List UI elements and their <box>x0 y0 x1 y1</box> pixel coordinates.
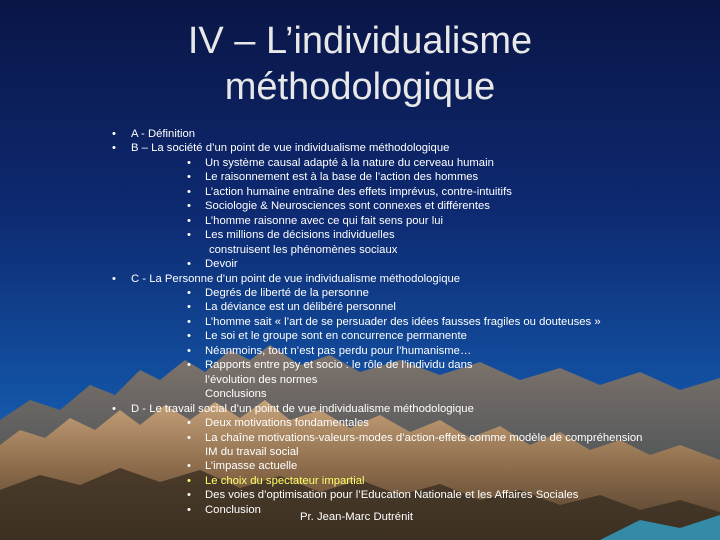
bullet-icon: • <box>112 402 116 415</box>
list-item <box>112 286 702 300</box>
section-b-label: B – La société d’un point de vue individualisme méthodologique <box>131 142 450 155</box>
list-item-label: Conclusions <box>205 388 267 401</box>
list-item-label: Le soi et le groupe sont en concurrence permanente <box>205 330 467 343</box>
list-item-label: Deux motivations fondamentales <box>205 417 369 430</box>
bullet-icon: • <box>187 503 191 516</box>
bullet-icon: • <box>112 142 116 155</box>
list-item-continuation <box>112 445 702 459</box>
list-item <box>112 228 702 242</box>
list-item-label: Un système causal adapté à la nature du cerveau humain <box>205 156 494 169</box>
list-item-label: Degrés de liberté de la personne <box>205 286 369 299</box>
list-item <box>112 344 702 358</box>
list-item-label: Néanmoins, tout n’est pas perdu pour l’humanisme… <box>205 344 472 357</box>
bullet-icon: • <box>187 171 191 184</box>
list-item-label: L’homme sait « l’art de se persuader des idées fausses fragiles ou douteuses » <box>205 315 601 328</box>
bullet-icon: • <box>187 229 191 242</box>
section-c-label: C - La Personne d’un point de vue individualisme méthodologique <box>131 272 461 285</box>
section-a-label: A - Définition <box>131 128 196 140</box>
list-item <box>112 488 702 502</box>
title-line-2: méthodologique <box>224 66 496 108</box>
list-item-continuation <box>112 387 702 401</box>
list-item-label: Sociologie & Neurosciences sont connexes et différentes <box>205 200 490 213</box>
bullet-icon: • <box>187 431 191 444</box>
list-item-label: L’homme raisonne avec ce qui fait sens pour lui <box>205 214 443 227</box>
bullet-icon: • <box>187 185 191 198</box>
list-item-label: L’impasse actuelle <box>205 460 298 473</box>
list-item-label: l’évolution des normes <box>205 373 318 386</box>
list-item <box>112 459 702 473</box>
section-d-label: D - Le travail social d’un point de vue individualisme méthodologique <box>131 402 474 415</box>
bullet-icon: • <box>187 286 191 299</box>
section-d <box>112 402 702 416</box>
bullet-icon: • <box>187 417 191 430</box>
list-item <box>112 185 702 199</box>
bullet-icon: • <box>112 272 116 285</box>
list-item <box>112 431 702 445</box>
bullet-icon: • <box>187 301 191 314</box>
list-item-label: construisent les phénomènes sociaux <box>209 243 398 256</box>
section-c <box>112 272 702 286</box>
list-item <box>112 214 702 228</box>
bullet-icon: • <box>187 344 191 357</box>
list-item-continuation <box>112 373 702 387</box>
list-item <box>112 315 702 329</box>
title-line-1: IV – L’individualisme <box>187 20 533 62</box>
list-item <box>112 358 702 372</box>
bullet-icon: • <box>187 156 191 169</box>
list-item <box>112 156 702 170</box>
list-item <box>112 199 702 213</box>
list-item-highlighted <box>112 474 702 488</box>
list-item <box>112 329 702 343</box>
bullet-icon: • <box>187 258 191 271</box>
list-item <box>112 300 702 314</box>
list-item-label: Devoir <box>205 258 238 271</box>
list-item <box>112 170 702 184</box>
bullet-icon: • <box>187 200 191 213</box>
list-item-label: La déviance est un délibéré personnel <box>205 301 396 314</box>
bullet-icon: • <box>187 359 191 372</box>
list-item <box>112 416 702 430</box>
bullet-icon: • <box>187 474 191 487</box>
bullet-icon: • <box>187 489 191 502</box>
list-item-label: Des voies d’optimisation pour l’Education Nationale et les Affaires Sociales <box>205 489 579 502</box>
list-item-label: IM du travail social <box>205 445 299 458</box>
bullet-icon: • <box>187 330 191 343</box>
list-item-label: L’action humaine entraîne des effets imprévus, contre-intuitifs <box>205 185 512 198</box>
list-item-label: La chaîne motivations-valeurs-modes d’action-effets comme modèle de compréhension <box>205 431 643 444</box>
section-b <box>112 141 702 155</box>
slide-title <box>0 18 720 110</box>
slide-footer-author: Pr. Jean-Marc Dutrénit <box>300 511 414 523</box>
outline-list <box>112 127 702 517</box>
list-item <box>112 257 702 271</box>
bullet-icon: • <box>112 128 116 140</box>
list-item-label: Conclusion <box>205 503 261 516</box>
bullet-icon: • <box>187 460 191 473</box>
bullet-icon: • <box>187 315 191 328</box>
list-item-label: Le raisonnement est à la base de l’action des hommes <box>205 171 479 184</box>
section-a <box>112 127 702 141</box>
bullet-icon: • <box>187 214 191 227</box>
list-item-continuation <box>112 243 702 257</box>
list-item-label: Le choix du spectateur impartial <box>205 474 365 487</box>
list-item-label: Les millions de décisions individuelles <box>205 229 395 242</box>
list-item-label: Rapports entre psy et socio : le rôle de l’individu dans <box>205 359 473 372</box>
